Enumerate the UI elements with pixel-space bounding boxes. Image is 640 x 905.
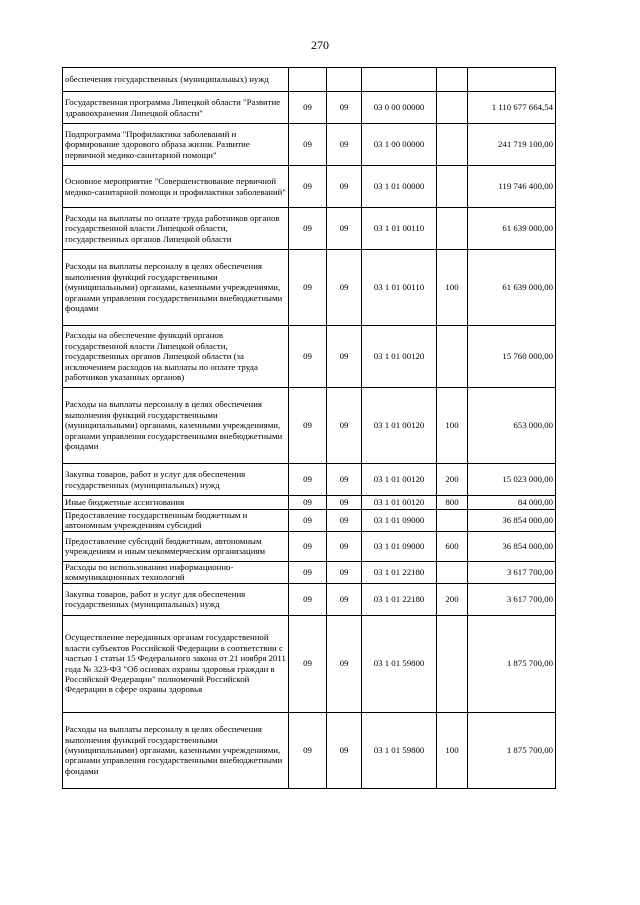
cell-section: 09 <box>327 496 362 510</box>
cell-amount: 15 023 000,00 <box>468 464 556 496</box>
table-row <box>63 250 556 326</box>
cell-expense-type <box>437 561 468 583</box>
cell-target-article: 03 1 01 59800 <box>362 615 437 712</box>
cell-amount: 36 854 000,00 <box>468 531 556 561</box>
cell-target-article: 03 1 01 00120 <box>362 464 437 496</box>
cell-expense-type <box>437 68 468 92</box>
cell-name: Закупка товаров, работ и услуг для обеспечения государственных (муниципальных) нужд <box>63 583 289 615</box>
cell-section: 09 <box>327 561 362 583</box>
cell-section: 09 <box>327 326 362 388</box>
cell-name: Осуществление переданных органам государственной власти субъектов Российской Федерации в соответствии с частью 1 статьи 15 Федерального закона от 21 ноября 2011 года № 323-ФЗ "Об основах охраны здоровья граждан в Российской Федерации" полномочий Российской Федерации в сфере охраны здоровья <box>63 615 289 712</box>
cell-expense-type <box>437 124 468 166</box>
cell-name: Расходы на выплаты по оплате труда работников органов государственной власти Липецкой области, государственных органов Липецкой области <box>63 208 289 250</box>
cell-section: 09 <box>327 615 362 712</box>
cell-expense-type <box>437 510 468 532</box>
cell-target-article: 03 1 01 00110 <box>362 208 437 250</box>
cell-target-article: 03 1 01 00000 <box>362 166 437 208</box>
cell-section: 09 <box>327 712 362 788</box>
cell-amount: 15 760 000,00 <box>468 326 556 388</box>
cell-name: Основное мероприятие "Совершенствование первичной медико-санитарной помощи и профилактики заболеваний" <box>63 166 289 208</box>
table-row <box>63 510 556 532</box>
cell-target-article: 03 1 01 00120 <box>362 496 437 510</box>
cell-expense-type <box>437 166 468 208</box>
cell-expense-type: 200 <box>437 464 468 496</box>
cell-amount: 61 639 000,00 <box>468 208 556 250</box>
cell-ministry: 09 <box>289 388 327 464</box>
cell-name: Закупка товаров, работ и услуг для обеспечения государственных (муниципальных) нужд <box>63 464 289 496</box>
budget-table <box>62 67 556 789</box>
cell-expense-type: 800 <box>437 496 468 510</box>
cell-name: обеспечения государственных (муниципальных) нужд <box>63 68 289 92</box>
cell-amount: 241 719 100,00 <box>468 124 556 166</box>
cell-section: 09 <box>327 531 362 561</box>
cell-section: 09 <box>327 510 362 532</box>
cell-target-article: 03 1 00 00000 <box>362 124 437 166</box>
cell-expense-type: 100 <box>437 712 468 788</box>
cell-name: Государственная программа Липецкой области "Развитие здравоохранения Липецкой области" <box>63 92 289 124</box>
cell-section: 09 <box>327 92 362 124</box>
cell-name: Предоставление субсидий бюджетным, автономным учреждениям и иным некоммерческим организациям <box>63 531 289 561</box>
cell-amount: 84 000,00 <box>468 496 556 510</box>
cell-section <box>327 68 362 92</box>
cell-section: 09 <box>327 166 362 208</box>
cell-name: Иные бюджетные ассигнования <box>63 496 289 510</box>
cell-target-article: 03 1 01 00110 <box>362 250 437 326</box>
cell-target-article: 03 1 01 00120 <box>362 388 437 464</box>
cell-section: 09 <box>327 464 362 496</box>
cell-section: 09 <box>327 388 362 464</box>
cell-amount: 1 110 677 664,54 <box>468 92 556 124</box>
budget-table-body <box>63 68 556 789</box>
cell-ministry: 09 <box>289 464 327 496</box>
cell-expense-type <box>437 326 468 388</box>
cell-name: Расходы на выплаты персоналу в целях обеспечения выполнения функций государственными (муниципальными) органами, казенными учреждениями, органами управления государственными внебюджетными фондами <box>63 250 289 326</box>
table-row <box>63 388 556 464</box>
cell-ministry: 09 <box>289 531 327 561</box>
cell-target-article: 03 1 01 09000 <box>362 531 437 561</box>
cell-amount: 3 617 700,00 <box>468 561 556 583</box>
cell-section: 09 <box>327 583 362 615</box>
cell-ministry: 09 <box>289 124 327 166</box>
cell-ministry: 09 <box>289 496 327 510</box>
table-row <box>63 561 556 583</box>
cell-expense-type: 200 <box>437 583 468 615</box>
cell-expense-type: 600 <box>437 531 468 561</box>
cell-ministry: 09 <box>289 712 327 788</box>
cell-target-article: 03 1 01 22180 <box>362 561 437 583</box>
table-row <box>63 531 556 561</box>
table-row <box>63 92 556 124</box>
cell-section: 09 <box>327 124 362 166</box>
page-number: 270 <box>311 38 329 52</box>
cell-name: Расходы на выплаты персоналу в целях обеспечения выполнения функций государственными (муниципальными) органами, казенными учреждениями, органами управления государственными внебюджетными фондами <box>63 712 289 788</box>
cell-name: Расходы на обеспечение функций органов государственной власти Липецкой области, государственных органов Липецкой области (за исключением расходов на выплаты по оплате труда работников указанных органов) <box>63 326 289 388</box>
cell-amount: 1 875 700,00 <box>468 615 556 712</box>
table-row <box>63 166 556 208</box>
cell-target-article: 03 1 01 22180 <box>362 583 437 615</box>
cell-expense-type <box>437 615 468 712</box>
cell-section: 09 <box>327 250 362 326</box>
table-row <box>63 464 556 496</box>
cell-ministry: 09 <box>289 510 327 532</box>
cell-amount: 119 746 400,00 <box>468 166 556 208</box>
cell-target-article: 03 1 01 59800 <box>362 712 437 788</box>
cell-target-article: 03 0 00 00000 <box>362 92 437 124</box>
table-row <box>63 496 556 510</box>
cell-target-article: 03 1 01 00120 <box>362 326 437 388</box>
cell-ministry: 09 <box>289 583 327 615</box>
cell-amount: 61 639 000,00 <box>468 250 556 326</box>
cell-expense-type <box>437 92 468 124</box>
cell-ministry: 09 <box>289 615 327 712</box>
table-row <box>63 68 556 92</box>
table-row <box>63 326 556 388</box>
cell-amount <box>468 68 556 92</box>
table-row <box>63 615 556 712</box>
table-row <box>63 124 556 166</box>
table-row <box>63 583 556 615</box>
cell-ministry <box>289 68 327 92</box>
cell-name: Подпрограмма "Профилактика заболеваний и формирование здорового образа жизни. Развитие первичной медико-санитарной помощи" <box>63 124 289 166</box>
cell-name: Расходы по использованию информационно-коммуникационных технологий <box>63 561 289 583</box>
cell-expense-type <box>437 208 468 250</box>
cell-name: Расходы на выплаты персоналу в целях обеспечения выполнения функций государственными (муниципальными) органами, казенными учреждениями, органами управления государственными внебюджетными фондами <box>63 388 289 464</box>
cell-amount: 3 617 700,00 <box>468 583 556 615</box>
cell-expense-type: 100 <box>437 388 468 464</box>
cell-ministry: 09 <box>289 208 327 250</box>
cell-expense-type: 100 <box>437 250 468 326</box>
cell-amount: 1 875 700,00 <box>468 712 556 788</box>
cell-section: 09 <box>327 208 362 250</box>
cell-target-article: 03 1 01 09000 <box>362 510 437 532</box>
cell-ministry: 09 <box>289 92 327 124</box>
cell-ministry: 09 <box>289 326 327 388</box>
cell-ministry: 09 <box>289 166 327 208</box>
cell-amount: 36 854 000,00 <box>468 510 556 532</box>
cell-ministry: 09 <box>289 250 327 326</box>
cell-ministry: 09 <box>289 561 327 583</box>
cell-amount: 653 000,00 <box>468 388 556 464</box>
cell-name: Предоставление государственным бюджетным и автономным учреждениям субсидий <box>63 510 289 532</box>
cell-target-article <box>362 68 437 92</box>
table-row <box>63 712 556 788</box>
table-row <box>63 208 556 250</box>
